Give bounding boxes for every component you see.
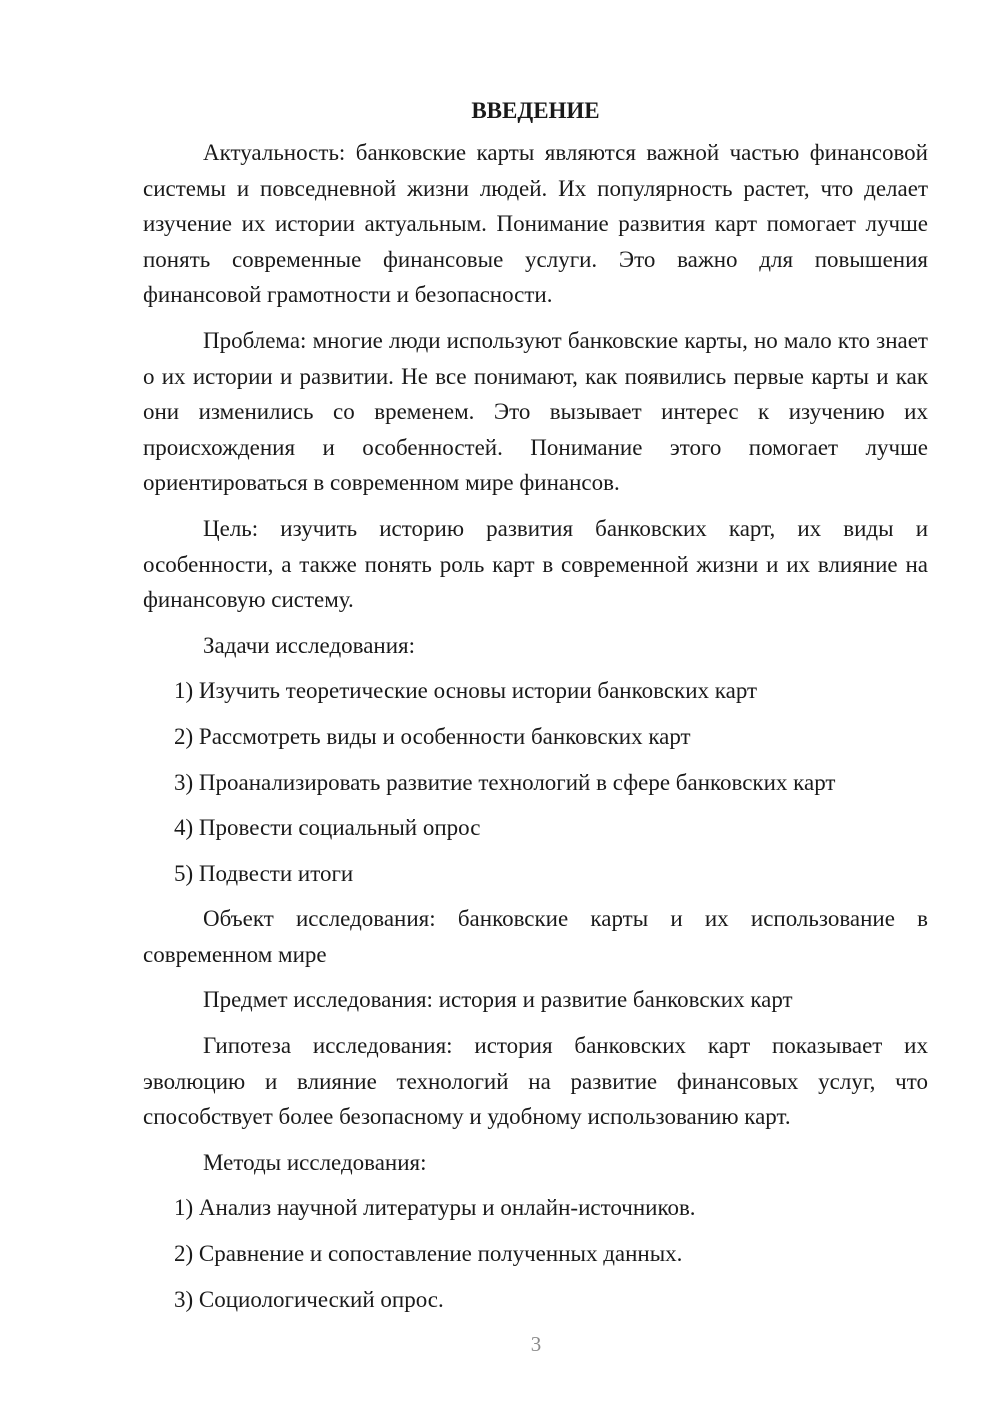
list-item: 3) Социологический опрос. <box>174 1286 444 1312</box>
tasks-list <box>143 673 928 891</box>
object-paragraph: Объект исследования: банковские карты и их использование в современном мире <box>143 906 928 967</box>
relevance-paragraph: Актуальность: банковские карты являются важной частью финансовой системы и повседневной жизни людей. Их популярность растет, что делает изучение их истории актуальным. Понимание развития карт помогает лучше понять современные финансовые услуги. Это важно для повышения финансовой грамотности и безопасности. <box>143 140 928 308</box>
document-body <box>143 94 928 1327</box>
list-item: 2) Сравнение и сопоставление полученных данных. <box>174 1241 683 1267</box>
methods-list <box>143 1190 928 1317</box>
goal-paragraph: Цель: изучить историю развития банковских карт, их виды и особенности, а также понять роль карт в современной жизни и их влияние на финансовую систему. <box>143 515 928 613</box>
list-item: 1) Анализ научной литературы и онлайн-источников. <box>174 1195 696 1221</box>
list-item: 4) Провести социальный опрос <box>174 815 481 841</box>
problem-paragraph: Проблема: многие люди используют банковские карты, но мало кто знает о их истории и развитии. Не все понимают, как появились первые карты и как они изменились со временем. Это вызывает интерес к изучению их происхождения и особенностей. Понимание этого помогает лучше ориентироваться в современном мире финансов. <box>143 327 928 496</box>
section-title: ВВЕДЕНИЕ <box>471 98 600 123</box>
list-item: 2) Рассмотреть виды и особенности банковских карт <box>174 723 691 749</box>
methods-heading: Методы исследования: <box>203 1149 427 1175</box>
list-item: 5) Подвести итоги <box>174 860 354 886</box>
page-number: 3 <box>530 1332 542 1356</box>
list-item: 3) Проанализировать развитие технологий в сфере банковских карт <box>174 769 836 795</box>
tasks-heading: Задачи исследования: <box>203 632 416 658</box>
hypothesis-paragraph: Гипотеза исследования: история банковских карт показывает их эволюцию и влияние технологий на развитие финансовых услуг, что способствует более безопасному и удобному использованию карт. <box>143 1033 928 1130</box>
subject-paragraph: Предмет исследования: история и развитие банковских карт <box>203 987 793 1013</box>
list-item: 1) Изучить теоретические основы истории банковских карт <box>174 678 758 704</box>
